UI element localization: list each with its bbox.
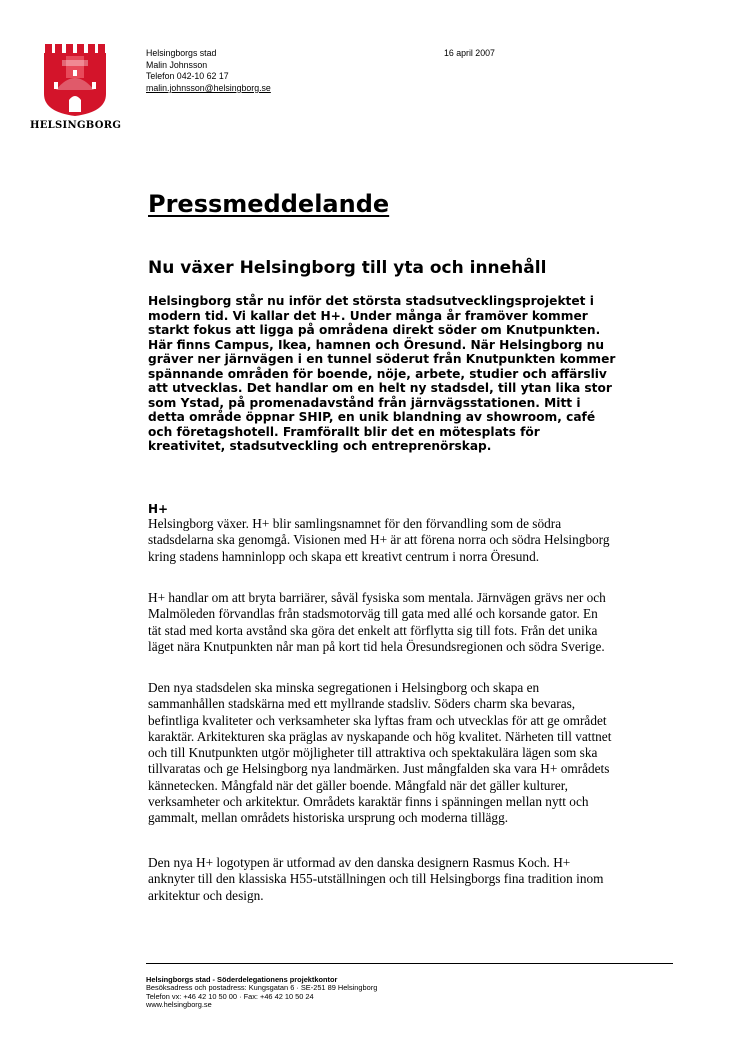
body-line: tillvaratas och ge Helsingborg nya landmärken. Just mångfalden ska vara H+ områdets (148, 761, 610, 777)
lead-line: starkt fokus att ligga på områdena direkt söder om Knutpunkten. (148, 323, 601, 337)
lead-line: att utvecklas. Det handlar om en helt ny stadsdel, till ytan lika stor (148, 381, 612, 395)
body-line: gammalt, mellan områdets historiska ursprung och moderna tillägg. (148, 810, 509, 826)
lead-line: och företagshotell. Framförallt blir det en mötesplats för (148, 424, 540, 439)
lead-line: detta område öppnar SHIP, en unik blandning av showroom, café (148, 410, 596, 424)
logo-wordmark: HELSINGBORG (30, 120, 122, 131)
footer-address: Besöksadress och postadress: Kungsgatan 6 · SE-251 89 Helsingborg (146, 983, 378, 993)
body-paragraph-1 (148, 516, 688, 565)
body-line: Den nya H+ logotypen är utformad av den danska designern Rasmus Koch. H+ (148, 855, 571, 870)
body-paragraph-4 (148, 855, 688, 904)
body-line: kring stadens hamninlopp och skapa ett kreativt centrum i norra Öresund. (148, 548, 540, 564)
sender-block (146, 48, 271, 94)
body-paragraph-3 (148, 680, 688, 827)
body-line: verksamheter och arkitektur. Områdets karaktär finns i spänningen mellan nytt och (148, 794, 589, 810)
lead-line: Här finns Campus, Ikea, hamnen och Öresund. När Helsingborg nu (148, 337, 605, 352)
lead-line: gräver ner järnvägen i en tunnel söderut från Knutpunkten kommer (148, 352, 616, 366)
body-paragraph-2 (148, 590, 688, 655)
body-line: anknyter till den klassiska H55-utställningen och till Helsingborgs fina tradition inom (148, 871, 604, 887)
lead-line: som Ystad, på promenadavstånd från järnvägsstationen. Mitt i (148, 395, 581, 410)
body-line: Helsingborg växer. H+ blir samlingsnamnet för den förvandling som de södra (148, 516, 562, 531)
footer-phone: Telefon vx: +46 42 10 50 00 · Fax: +46 42 10 50 24 (146, 991, 314, 1001)
section-heading: H+ (148, 502, 169, 516)
sender-name: Malin Johnsson (146, 59, 208, 70)
footer-org: Helsingborgs stad - Söderdelegationens projektkontor (146, 975, 338, 984)
headline: Nu växer Helsingborg till yta och innehåll (148, 258, 547, 278)
lead-line: kreativitet, stadsutveckling och entreprenörskap. (148, 439, 492, 453)
body-line: stadsdelarna ska genomgå. Visionen med H+ är att förena norra och södra Helsingborg (148, 532, 610, 548)
body-line: och till Knutpunkten utgör möjligheter till attraktiva och spektakulära lägen som ska (148, 745, 598, 761)
sender-email-link[interactable]: malin.johnsson@helsingborg.se (146, 82, 271, 93)
body-line: befintliga kvaliteter och verksamheter ska lyftas fram och utvecklas för att ge området (148, 712, 607, 728)
footer-divider (146, 963, 673, 964)
body-line: karaktär. Arkitekturen ska präglas av nyskapande och hög kvalitet. Närheten till vattnet (148, 728, 612, 744)
lead-line: modern tid. Vi kallar det H+. Under många år framöver kommer (148, 308, 588, 323)
body-line: läget nära Knutpunkten når man på kort tid hela Öresundsregionen och södra Sverige. (148, 638, 605, 654)
footer (146, 976, 377, 1009)
document-date: 16 april 2007 (444, 48, 495, 58)
body-line: kännetecken. Mångfald när det gäller boende. Mångfald när det gäller kulturer, (148, 777, 568, 793)
page-title: Pressmeddelande (148, 190, 390, 218)
body-line: Den nya stadsdelen ska minska segregationen i Helsingborg och skapa en (148, 680, 540, 695)
sender-org: Helsingborgs stad (146, 48, 217, 58)
lead-line: Helsingborg står nu inför det största stadsutvecklingsprojektet i (148, 294, 594, 308)
body-line: H+ handlar om att bryta barriärer, såväl fysiska som mentala. Järnvägen grävs ner och (148, 590, 606, 605)
lead-line: spännande områden för boende, nöje, arbete, studier och affärsliv (148, 366, 607, 381)
body-line: sammanhållen stadskärna med ett myllrande stadsliv. Söders charm ska bevaras, (148, 696, 576, 712)
sender-phone: Telefon 042-10 62 17 (146, 71, 229, 82)
body-line: tät stad med korta avstånd ska göra det enkelt att förflytta sig till fots. Från det unika (148, 622, 598, 638)
lead-paragraph (148, 294, 688, 454)
body-line: arkitektur och design. (148, 887, 264, 903)
footer-web-link[interactable]: www.helsingborg.se (146, 999, 212, 1009)
body-line: Malmöleden förvandlas från stadsmotorväg till gata med allé och korsande gator. En (148, 606, 598, 622)
